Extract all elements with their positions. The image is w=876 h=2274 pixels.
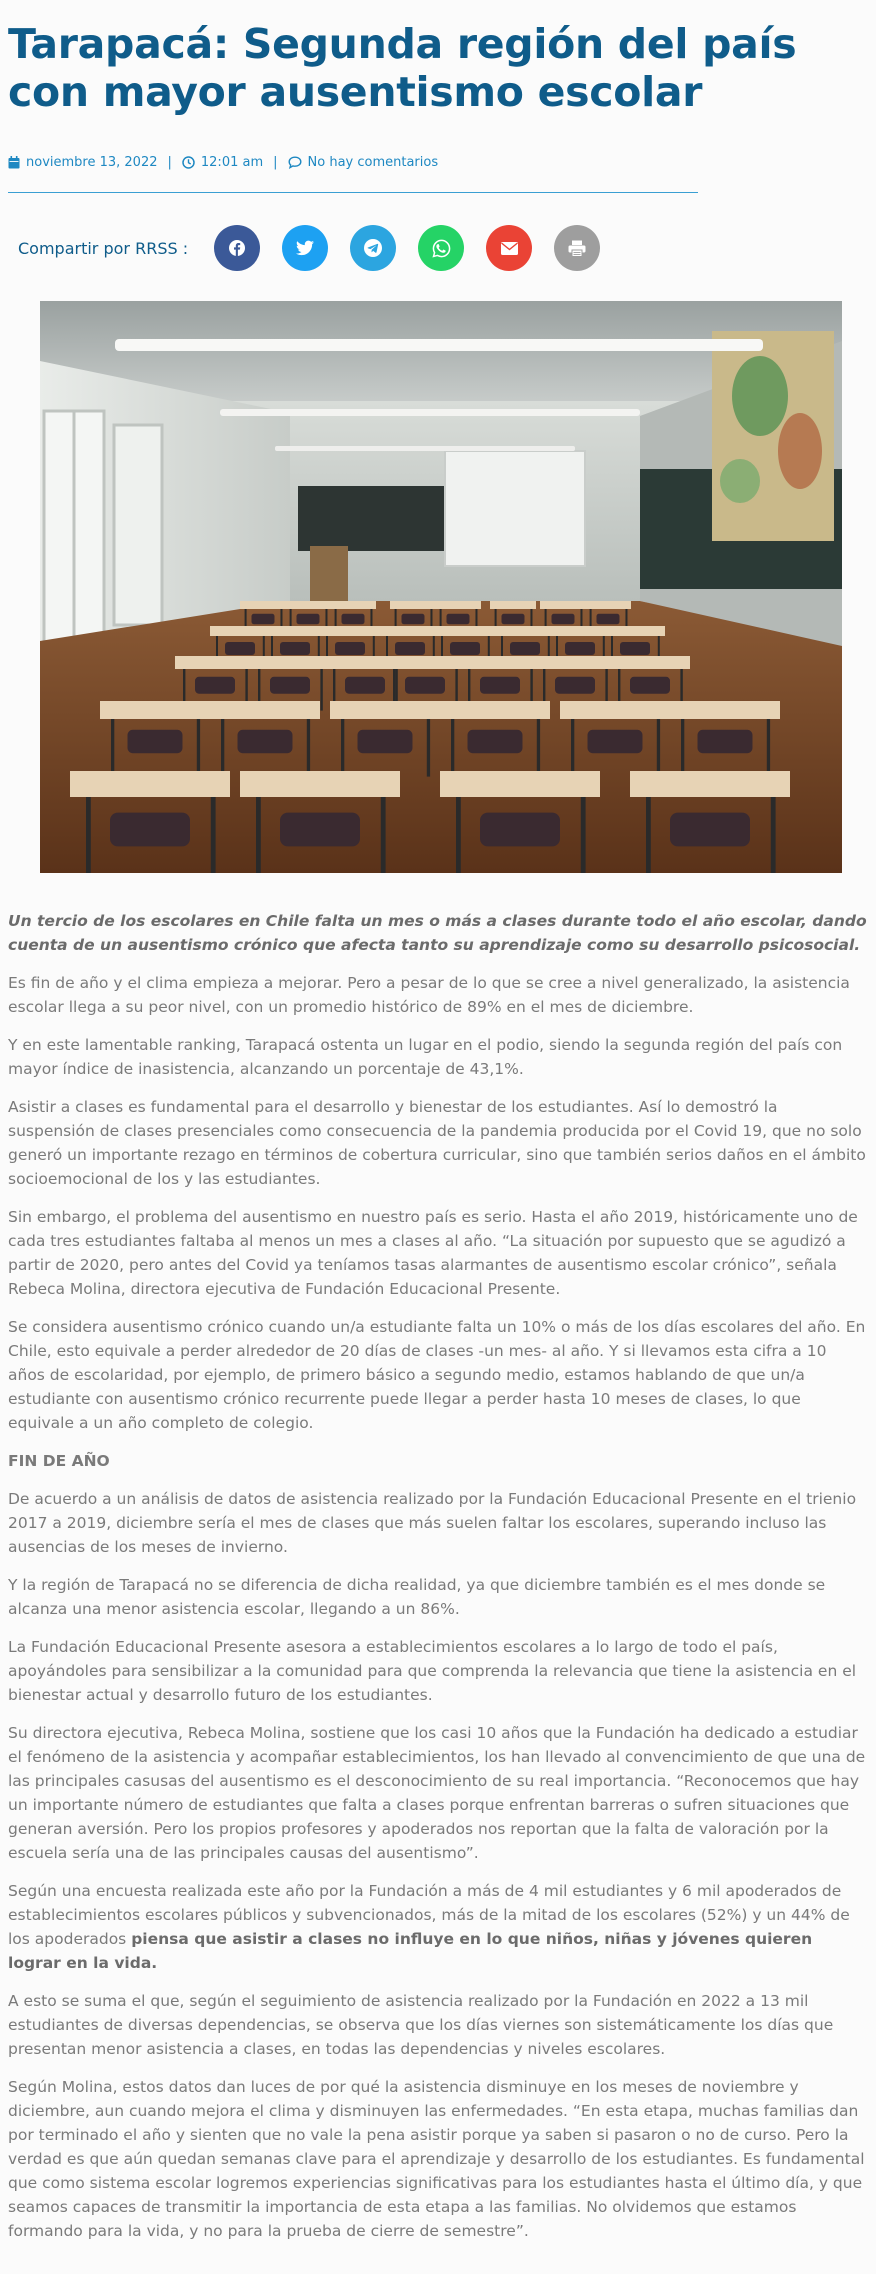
desk-leg bbox=[767, 719, 770, 777]
desk-top bbox=[560, 701, 670, 719]
desk-leg bbox=[581, 797, 586, 873]
chair-seat bbox=[280, 813, 360, 847]
desk-top bbox=[285, 601, 331, 609]
desk-top bbox=[535, 656, 615, 669]
chair-seat bbox=[238, 730, 293, 753]
desk-top bbox=[605, 626, 665, 636]
desk-top bbox=[670, 701, 780, 719]
meta-divider bbox=[8, 192, 698, 193]
share-facebook-button[interactable] bbox=[214, 225, 260, 271]
article-paragraph: La Fundación Educacional Presente asesora a establecimientos escolares a lo largo de todo el país, apoyándoles para sensibilizar a la comunidad para que comprenda la relevancia que tiene la asistencia en el bienestar actual y desarrollo futuro de los estudiantes. bbox=[8, 1638, 857, 1704]
chair-seat bbox=[555, 677, 595, 694]
desk-leg bbox=[86, 797, 91, 873]
post-comments[interactable] bbox=[288, 155, 439, 170]
post-meta bbox=[8, 152, 868, 172]
article-paragraph: Es fin de año y el clima empieza a mejorar. Pero a pesar de lo que se cree a nivel generalizado, la asistencia escolar llega a su peor nivel, con un promedio histórico de 89% en el mes de diciembre. bbox=[8, 974, 850, 1016]
share-whatsapp-button[interactable] bbox=[418, 225, 464, 271]
desk-leg bbox=[456, 797, 461, 873]
share-bar bbox=[8, 225, 868, 271]
post-comments-text: No hay comentarios bbox=[307, 154, 439, 170]
desk-top bbox=[495, 626, 555, 636]
chair-seat bbox=[450, 642, 480, 655]
article-paragraph: Su directora ejecutiva, Rebeca Molina, sostiene que los casi 10 años que la Fundación ha dedicado a estudiar el fenómeno de la asistencia y acompañar establecimientos, los han llevado al convencimiento de que una de las principales casusas del ausentismo es el desconocimiento de su real importancia. “Reconocemos que hay un importante número de estudiantes que falta a clases porque enfrentan barreras o sufren situaciones que generan aversión. Pero los propios profesores y apoderados nos reportan que la falta de valoración por la escuela sería una de las principales causas del ausentismo”. bbox=[8, 1724, 866, 1862]
section-heading: FIN DE AÑO bbox=[8, 1452, 110, 1470]
chair-seat bbox=[110, 813, 190, 847]
desk-leg bbox=[646, 797, 651, 873]
chair-seat bbox=[335, 642, 365, 655]
chair-seat bbox=[225, 642, 255, 655]
chair-seat bbox=[405, 677, 445, 694]
desk-top bbox=[610, 656, 690, 669]
article-body bbox=[8, 909, 868, 2243]
desk-top bbox=[435, 626, 495, 636]
chair-seat bbox=[128, 730, 183, 753]
chair-seat bbox=[345, 677, 385, 694]
envelope-icon bbox=[501, 242, 518, 255]
desk-top bbox=[240, 771, 400, 797]
chair-seat bbox=[597, 614, 620, 624]
desk-top bbox=[240, 601, 286, 609]
share-twitter-button[interactable] bbox=[282, 225, 328, 271]
chair-seat bbox=[468, 730, 523, 753]
article-paragraph: Asistir a clases es fundamental para el desarrollo y bienestar de los estudiantes. Así lo demostró la suspensión de clases presenciales como consecuencia de la pandemia producida por el Covid 19, que no solo generó un importante rezago en términos de cobertura curricular, sino que también serios daños en el ámbito socioemocional de los y las estudiantes. bbox=[8, 1098, 866, 1188]
meta-separator: | bbox=[167, 154, 172, 170]
chair-seat bbox=[402, 614, 425, 624]
desk-top bbox=[385, 656, 465, 669]
post-time-text: 12:01 am bbox=[200, 154, 264, 170]
desk-top bbox=[390, 601, 436, 609]
post-date[interactable] bbox=[8, 155, 158, 170]
page-title: Tarapacá: Segunda región del país con mayor ausentismo escolar bbox=[8, 20, 797, 116]
desk-top bbox=[630, 771, 790, 797]
desk-top bbox=[440, 701, 550, 719]
desk-top bbox=[585, 601, 631, 609]
desk-leg bbox=[197, 719, 200, 777]
whatsapp-icon bbox=[432, 239, 451, 258]
chair-seat bbox=[552, 614, 575, 624]
share-telegram-button[interactable] bbox=[350, 225, 396, 271]
desk-leg bbox=[221, 719, 224, 777]
chair-seat bbox=[270, 677, 310, 694]
desk-leg bbox=[111, 719, 114, 777]
desk-leg bbox=[537, 719, 540, 777]
chair-seat bbox=[588, 730, 643, 753]
desk-top bbox=[175, 656, 255, 669]
desk-top bbox=[320, 626, 380, 636]
chair-seat bbox=[565, 642, 595, 655]
desk-leg bbox=[320, 669, 322, 711]
post-date-text: noviembre 13, 2022 bbox=[26, 154, 158, 170]
article-paragraph: Se considera ausentismo crónico cuando un/a estudiante falta un 10% o más de los días escolares del año. En Chile, esto equivale a perder alrededor de 20 días de clases -un mes- al año. Y si llevamos esta cifra a 10 años de escolaridad, por ejemplo, de primero básico a segundo medio, estamos hablando de que un/a estudiante con ausentismo crónico recurrente puede llegar a perder hasta 10 meses de clases, lo que equivale a un año completo de colegio. bbox=[8, 1318, 866, 1432]
article-lead: Un tercio de los escolares en Chile falta un mes o más a clases durante todo el año escolar, dando cuenta de un ausentismo crónico que afecta tanto su aprendizaje como su desarrollo psicosocial. bbox=[8, 912, 867, 954]
article-paragraph: Y en este lamentable ranking, Tarapacá ostenta un lugar en el podio, siendo la segunda región del país con mayor índice de inasistencia, alcanzando un porcentaje de 43,1%. bbox=[8, 1036, 843, 1078]
chair-seat bbox=[620, 642, 650, 655]
desk-leg bbox=[657, 719, 660, 777]
desk-top bbox=[380, 626, 440, 636]
desk-top bbox=[250, 656, 330, 669]
desk-top bbox=[440, 771, 600, 797]
article-paragraph bbox=[8, 1879, 868, 1975]
clock-icon bbox=[182, 156, 195, 169]
chair-seat bbox=[698, 730, 753, 753]
desk-leg bbox=[256, 797, 261, 873]
chair-seat bbox=[510, 642, 540, 655]
desk-leg bbox=[381, 797, 386, 873]
share-label: Compartir por RRSS : bbox=[18, 238, 189, 258]
twitter-icon bbox=[296, 240, 314, 256]
desk-top bbox=[330, 701, 440, 719]
chair-seat bbox=[195, 677, 235, 694]
chair-seat bbox=[342, 614, 365, 624]
chair-seat bbox=[280, 642, 310, 655]
article-paragraph: Según Molina, estos datos dan luces de por qué la asistencia disminuye en los meses de noviembre y diciembre, aun cuando mejora el clima y disminuyen las enfermedades. “En esta etapa, muchas familias dan por terminado el año y sienten que no vale la pena asistir porque ya saben si pasaron o no de curso. Pero la verdad es que aún quedan semanas clave para el aprendizaje y desarrollo de los estudiantes. Es fundamental que como sistema escolar logremos experiencias significativas para los estudiantes hasta el último día, y que seamos capaces de transmitir la importancia de esta etapa a las familias. No olvidemos que estamos formando para la vida, y no para la prueba de cierre de semestre”. bbox=[8, 2078, 865, 2240]
featured-image-classroom bbox=[40, 301, 842, 873]
article-paragraph: Y la región de Tarapacá no se diferencia de dicha realidad, ya que diciembre también es el mes donde se alcanza una menor asistencia escolar, llegando a un 86%. bbox=[8, 1576, 826, 1618]
article-paragraph: Sin embargo, el problema del ausentismo en nuestro país es serio. Hasta el año 2019, históricamente uno de cada tres estudiantes faltaba al menos un mes a clases al año. “La situación por supuesto que se agudizó a partir de 2020, pero antes del Covid ya teníamos tasas alarmantes de ausentismo escolar crónico”, señala Rebeca Molina, directora ejecutiva de Fundación Educacional Presente. bbox=[8, 1208, 858, 1298]
desk-leg bbox=[451, 719, 454, 777]
chair-seat bbox=[502, 614, 525, 624]
chair-seat bbox=[630, 677, 670, 694]
chair-seat bbox=[297, 614, 320, 624]
chair-seat bbox=[480, 677, 520, 694]
desk-top bbox=[330, 601, 376, 609]
chair-seat bbox=[447, 614, 470, 624]
desk-top bbox=[210, 626, 270, 636]
desk-top bbox=[210, 701, 320, 719]
desk-leg bbox=[341, 719, 344, 777]
post-time bbox=[182, 155, 263, 170]
desk-leg bbox=[771, 797, 776, 873]
share-email-button[interactable] bbox=[486, 225, 532, 271]
comment-icon bbox=[288, 156, 302, 169]
desk-top bbox=[490, 601, 536, 609]
chair-seat bbox=[395, 642, 425, 655]
desk-top bbox=[100, 701, 210, 719]
desk-leg bbox=[681, 719, 684, 777]
desk-top bbox=[265, 626, 325, 636]
article-paragraph: De acuerdo a un análisis de datos de asistencia realizado por la Fundación Educacional Presente en el trienio 2017 a 2019, diciembre sería el mes de clases que más suelen faltar los escolares, superando incluso las ausencias de los meses de invierno. bbox=[8, 1490, 857, 1556]
paragraph-bold-text: piensa que asistir a clases no influye en lo que niños, niñas y jóvenes quieren lograr en la vida. bbox=[8, 1930, 813, 1972]
paragraph-text: Según una encuesta realizada este año por la Fundación a más de 4 mil estudiantes y 6 mil apoderados de establecimientos escolares públicos y subvencionados, más de la mitad de los escolares (52%) y un 44% de los apoderados bbox=[8, 1882, 850, 1948]
desk-top bbox=[540, 601, 586, 609]
article-paragraph: A esto se suma el que, según el seguimiento de asistencia realizado por la Fundación en 2022 a 13 mil estudiantes de diversas dependencias, se observa que los días viernes son sistemáticamente los días que presentan menor asistencia a clases, en todas las dependencias y niveles escolares. bbox=[8, 1992, 834, 2058]
desk-leg bbox=[307, 719, 310, 777]
facebook-icon bbox=[228, 239, 246, 257]
calendar-icon bbox=[8, 156, 20, 169]
desk-leg bbox=[571, 719, 574, 777]
desk-leg bbox=[427, 719, 430, 777]
chair-seat bbox=[252, 614, 275, 624]
telegram-icon bbox=[363, 238, 383, 258]
share-print-button[interactable] bbox=[554, 225, 600, 271]
chair-seat bbox=[480, 813, 560, 847]
desk-leg bbox=[211, 797, 216, 873]
article-page bbox=[0, 20, 876, 2243]
desk-top bbox=[70, 771, 230, 797]
print-icon bbox=[568, 240, 586, 257]
desk-top bbox=[550, 626, 610, 636]
desk-top bbox=[435, 601, 481, 609]
desk-top bbox=[460, 656, 540, 669]
chair-seat bbox=[358, 730, 413, 753]
meta-separator: | bbox=[273, 154, 278, 170]
chair-seat bbox=[670, 813, 750, 847]
